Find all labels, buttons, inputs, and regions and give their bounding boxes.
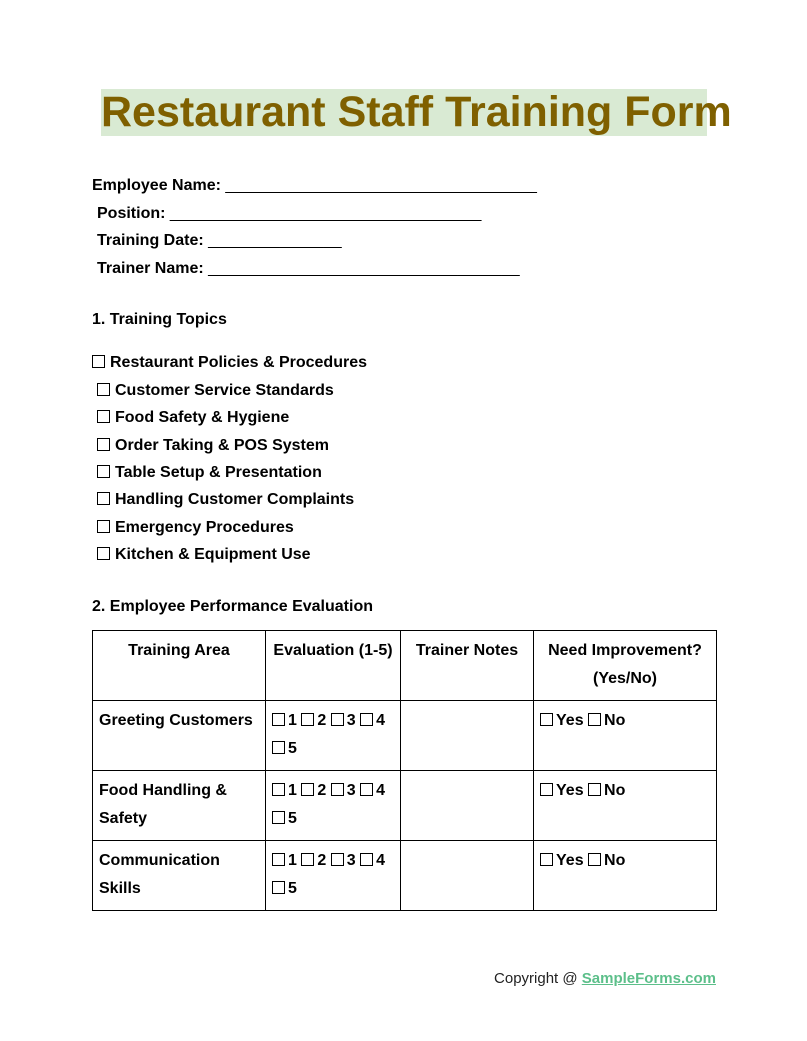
field-label: Training Date: [97, 232, 204, 249]
checkbox-icon[interactable] [331, 853, 344, 866]
checkbox-icon[interactable] [540, 783, 553, 796]
topic-checkbox[interactable] [97, 409, 289, 427]
checkbox-icon[interactable] [331, 713, 344, 726]
rating-cell[interactable] [266, 701, 401, 771]
rating-label: 3 [346, 712, 356, 729]
training-date-field[interactable] [97, 231, 342, 251]
improvement-cell[interactable] [534, 771, 717, 841]
rating-label: 3 [346, 852, 356, 869]
checkbox-icon[interactable] [588, 713, 601, 726]
trainer-notes-cell[interactable] [401, 771, 534, 841]
topic-label: Food Safety & Hygiene [115, 409, 290, 426]
checkbox-icon[interactable] [540, 713, 553, 726]
rating-label: 4 [376, 782, 385, 799]
training-area-cell: Greeting Customers [93, 701, 266, 771]
topic-label: Customer Service Standards [115, 382, 334, 399]
copyright-footer [494, 970, 716, 987]
rating-label: 4 [376, 712, 385, 729]
topic-label: Handling Customer Complaints [115, 491, 355, 508]
rating-label: 4 [376, 852, 385, 869]
field-label: Position: [97, 205, 166, 222]
checkbox-icon[interactable] [360, 713, 373, 726]
field-label: Employee Name: [92, 177, 221, 194]
trainer-name-field[interactable] [97, 259, 520, 279]
checkbox-icon[interactable] [588, 783, 601, 796]
column-header: Need Improvement? (Yes/No) [534, 631, 717, 701]
rating-label: 5 [288, 740, 297, 757]
copyright-text: Copyright @ [494, 970, 582, 987]
field-blank[interactable]: ___________________________________ [208, 260, 520, 277]
yes-label: Yes [556, 782, 584, 799]
checkbox-icon[interactable] [540, 853, 553, 866]
field-label: Trainer Name: [97, 260, 204, 277]
rating-cell[interactable] [266, 841, 401, 911]
topic-checkbox[interactable] [97, 491, 354, 509]
rating-label: 5 [288, 810, 297, 827]
rating-label: 1 [288, 782, 297, 799]
column-header: Training Area [93, 631, 266, 701]
rating-label: 2 [317, 782, 327, 799]
topic-checkbox[interactable] [97, 464, 322, 482]
checkbox-icon[interactable] [272, 713, 285, 726]
table-header-row [93, 631, 717, 701]
checkbox-icon[interactable] [588, 853, 601, 866]
sampleforms-link[interactable]: SampleForms.com [581, 970, 716, 987]
training-area-cell: Communication Skills [93, 841, 266, 911]
topic-checkbox[interactable] [97, 437, 329, 455]
topic-label: Table Setup & Presentation [115, 464, 322, 481]
rating-label: 2 [317, 712, 327, 729]
topic-checkbox[interactable] [97, 519, 294, 537]
checkbox-icon[interactable] [97, 410, 110, 423]
trainer-notes-cell[interactable] [401, 841, 534, 911]
checkbox-icon[interactable] [331, 783, 344, 796]
topic-label: Emergency Procedures [115, 519, 294, 536]
checkbox-icon[interactable] [301, 783, 314, 796]
title-banner [101, 88, 732, 136]
evaluation-table [92, 630, 717, 911]
checkbox-icon[interactable] [97, 492, 110, 505]
checkbox-icon[interactable] [272, 881, 285, 894]
checkbox-icon[interactable] [97, 438, 110, 451]
yes-label: Yes [556, 712, 584, 729]
checkbox-icon[interactable] [360, 783, 373, 796]
checkbox-icon[interactable] [301, 853, 314, 866]
rating-label: 5 [288, 880, 297, 897]
yes-label: Yes [556, 852, 584, 869]
field-blank[interactable]: _______________ [208, 232, 342, 249]
checkbox-icon[interactable] [97, 465, 110, 478]
table-row [93, 701, 717, 771]
section-heading-performance-evaluation: 2. Employee Performance Evaluation [92, 598, 373, 615]
rating-label: 2 [317, 852, 327, 869]
column-header: Evaluation (1-5) [266, 631, 401, 701]
checkbox-icon[interactable] [272, 741, 285, 754]
position-field[interactable] [97, 204, 481, 224]
no-label: No [604, 852, 626, 869]
topic-label: Restaurant Policies & Procedures [110, 354, 367, 371]
section-heading-training-topics: 1. Training Topics [92, 311, 227, 328]
checkbox-icon[interactable] [97, 547, 110, 560]
checkbox-icon[interactable] [92, 355, 105, 368]
employee-name-field[interactable] [92, 176, 537, 196]
rating-label: 1 [288, 852, 297, 869]
checkbox-icon[interactable] [97, 520, 110, 533]
column-header: Trainer Notes [401, 631, 534, 701]
rating-cell[interactable] [266, 771, 401, 841]
rating-label: 1 [288, 712, 297, 729]
no-label: No [604, 712, 626, 729]
topic-label: Kitchen & Equipment Use [115, 546, 311, 563]
topic-checkbox[interactable] [97, 546, 311, 564]
page-title: Restaurant Staff Training Form [101, 88, 732, 136]
checkbox-icon[interactable] [360, 853, 373, 866]
table-row [93, 841, 717, 911]
trainer-notes-cell[interactable] [401, 701, 534, 771]
checkbox-icon[interactable] [272, 783, 285, 796]
checkbox-icon[interactable] [272, 811, 285, 824]
topic-checkbox[interactable] [97, 382, 334, 400]
topic-label: Order Taking & POS System [115, 437, 329, 454]
training-area-cell: Food Handling & Safety [93, 771, 266, 841]
improvement-cell[interactable] [534, 841, 717, 911]
topic-checkbox[interactable] [92, 354, 367, 372]
no-label: No [604, 782, 626, 799]
rating-label: 3 [346, 782, 356, 799]
checkbox-icon[interactable] [301, 713, 314, 726]
improvement-cell[interactable] [534, 701, 717, 771]
field-blank[interactable]: ___________________________________ [169, 205, 482, 222]
checkbox-icon[interactable] [97, 383, 110, 396]
table-row [93, 771, 717, 841]
field-blank[interactable]: ___________________________________ [225, 177, 537, 194]
checkbox-icon[interactable] [272, 853, 285, 866]
